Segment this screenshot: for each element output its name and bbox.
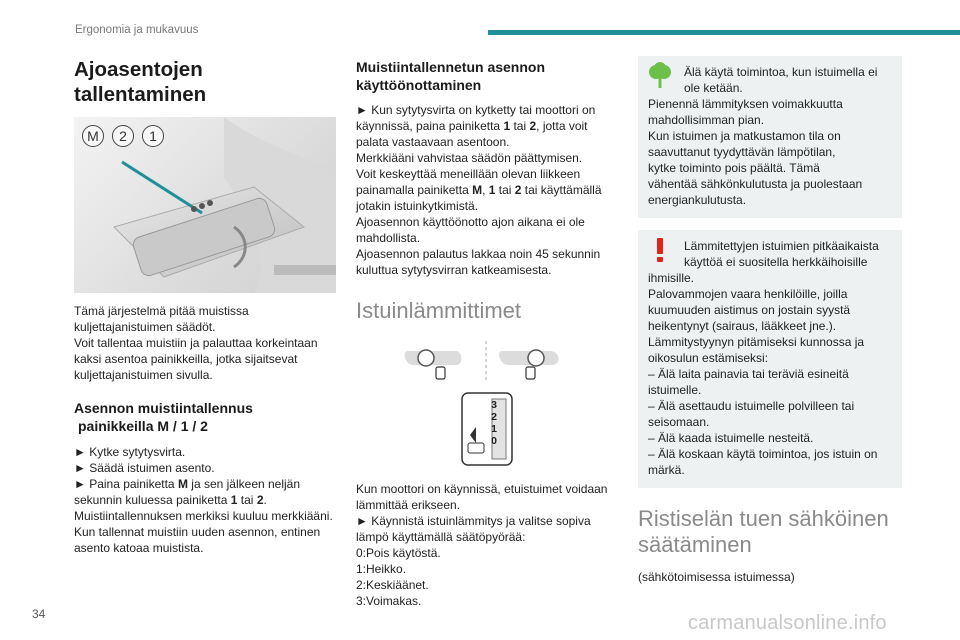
subtitle-line: Asennon muistiintallennus [74, 400, 253, 417]
memory-button-m: M [82, 125, 104, 147]
text-span: ► Paina painiketta [74, 476, 178, 491]
text-line: lämmittää erikseen. [356, 497, 461, 512]
subtitle-memory-recall [356, 58, 614, 94]
text-line: kuluttua sytytysvirran katkeamisesta. [356, 263, 552, 278]
text-line: Ajoasennon käyttöönotto ajon aikana ei ole [356, 215, 585, 230]
text-line: kytke toiminto pois päältä. Tämä [648, 161, 820, 175]
subtitle-line: Muistiintallennetun asennon [356, 59, 546, 75]
step-line: Kun tallennat muistiin uuden asennon, entinen [74, 524, 321, 539]
memory-button-1: 1 [142, 125, 164, 147]
step-line [74, 476, 336, 492]
step-line: asento katoaa muistista. [74, 540, 204, 555]
eco-note-box [638, 56, 902, 218]
watermark: carmanualsonline.info [688, 612, 887, 634]
eco-note-rest [648, 96, 892, 208]
text-line [356, 182, 614, 198]
section-header: Ergonomia ja mukavuus [75, 24, 199, 36]
text-line [356, 118, 614, 134]
lumbar-caption: (sähkötoimisessa istuimessa) [638, 569, 795, 584]
heading-seat-heaters: Istuinlämmittimet [356, 298, 522, 324]
text-span: tai [510, 119, 530, 134]
text-span: käynnissä, paina painiketta [356, 119, 504, 134]
eco-note-first [648, 64, 892, 96]
text-line: Tämä järjestelmä pitää muistissa [74, 304, 249, 319]
text-span: tai [495, 183, 515, 198]
text-line: käyttöä ei suositella herkkäihoisille [684, 255, 868, 269]
seat-heater-figure [356, 339, 614, 469]
memory-buttons-row [82, 125, 164, 147]
text-line: Älä käytä toimintoa, kun istuimella ei [684, 65, 878, 79]
warning-exclamation-icon [652, 236, 668, 264]
text-line: 1:Heikko. [356, 561, 407, 576]
bold-span: 2 [256, 492, 264, 507]
heater-illustration [356, 339, 614, 469]
text-line: Voit keskeyttää meneillään olevan liikkeen [356, 167, 581, 182]
text-line: jotakin istuinkytkimistä. [356, 199, 479, 214]
step-line [74, 492, 336, 508]
step-line: Muistiintallennuksen merkiksi kuuluu merkkiääni. [74, 508, 333, 523]
column-left [74, 58, 336, 556]
heater-text [356, 481, 614, 609]
column-right [638, 56, 902, 585]
step-line: ► Kytke sytytysvirta. [74, 444, 186, 459]
text-span: ja sen jälkeen neljän [187, 476, 301, 491]
dial-label-0: 0 [491, 434, 497, 447]
warning-note-rest [648, 270, 892, 478]
text-line: – Älä koskaan käytä toimintoa, jos istuin on [648, 447, 878, 461]
text-line: vähentää sähkönkulutusta ja puolestaan [648, 177, 863, 191]
bold-span: 1 [230, 492, 238, 507]
text-line: – Älä asettaudu istuimelle polvilleen tai [648, 399, 855, 413]
header-accent-bar [488, 30, 960, 35]
text-line: Merkkiääni vahvistaa säädön päättymisen. [356, 151, 583, 166]
text-span: tai käyttämällä [521, 183, 602, 198]
bold-span: M [177, 476, 188, 491]
text-span: tai [237, 492, 257, 507]
text-line: mahdollisimman pian. [648, 113, 765, 127]
eco-tree-icon [648, 62, 672, 90]
text-span: , [482, 183, 489, 198]
dial-label-1: 1 [491, 422, 497, 435]
text-line: Lämmitettyjen istuimien pitkäaikaista [684, 239, 879, 253]
page-title: Ajoasentojen tallentaminen [74, 58, 207, 106]
step-line: ► Säädä istuimen asento. [74, 460, 215, 475]
text-line: istuimelle. [648, 383, 702, 397]
warning-note-first [648, 238, 892, 270]
text-line: saavuttanut tyydyttävän lämpötilan, [648, 145, 836, 159]
text-line: kuumuuden aistimus on jostain syystä [648, 303, 851, 317]
text-line: ihmisille. [648, 271, 695, 285]
bold-span: 2 [529, 119, 537, 134]
text-line: palata vastaavaan asentoon. [356, 135, 510, 150]
text-line: Voit tallentaa muistiin ja palauttaa korkeintaan [74, 336, 318, 351]
text-line: ► Kun sytytysvirta on kytketty tai moottori on [356, 103, 596, 118]
bold-span: 1 [503, 119, 511, 134]
text-line: Lämmitystyynyn pitämiseksi kunnossa ja [648, 335, 865, 349]
warning-note-box [638, 230, 902, 488]
save-steps [74, 444, 336, 556]
text-span: . [263, 492, 267, 507]
text-line: kuljettajanistuimen säädöt. [74, 320, 216, 335]
text-line: oikosulun estämiseksi: [648, 351, 769, 365]
text-line: heikentynyt (sairaus, lääkkeet jne.). [648, 319, 837, 333]
text-span: sekunnin kuluessa painiketta [74, 492, 231, 507]
text-span: painamalla painiketta [356, 183, 473, 198]
seat-memory-buttons-image [74, 117, 336, 293]
text-line: kuljettajanistuimen sivulla. [74, 368, 213, 383]
text-line: ► Käynnistä istuinlämmitys ja valitse sopiva [356, 513, 591, 528]
dial-scale [488, 399, 500, 447]
text-line: Kun istuimen ja matkustamon tila on [648, 129, 841, 143]
text-line: 0:Pois käytöstä. [356, 545, 441, 560]
text-line: energiankulutusta. [648, 193, 747, 207]
bold-span: M [472, 183, 483, 198]
heading-line: säätäminen [638, 532, 752, 558]
text-line: Ajoasennon palautus lakkaa noin 45 sekunnin [356, 247, 601, 262]
text-line: mahdollista. [356, 231, 421, 246]
text-line: kaksi asentoa painikkeilla, jotka sijaitsevat [74, 352, 298, 367]
text-line: Pienennä lämmityksen voimakkuutta [648, 97, 843, 111]
text-line: – Älä laita painavia tai teräviä esineitä [648, 367, 849, 381]
memory-button-2: 2 [112, 125, 134, 147]
text-line: seisomaan. [648, 415, 710, 429]
subtitle-memory-save [74, 399, 336, 435]
dial-label-2: 2 [491, 410, 497, 423]
subtitle-line: käyttöönottaminen [356, 77, 482, 94]
heading-line: Ristiselän tuen sähköinen [638, 506, 889, 531]
recall-text [356, 102, 614, 278]
text-line: Palovammojen vaara henkilöille, joilla [648, 287, 848, 301]
subtitle-line: painikkeilla M / 1 / 2 [78, 418, 208, 435]
heading-lumbar-support [638, 506, 902, 559]
bold-span: 1 [488, 183, 496, 198]
text-line: märkä. [648, 463, 685, 477]
text-line: – Älä kaada istuimelle nesteitä. [648, 431, 814, 445]
page-number: 34 [32, 607, 46, 621]
text-line: 2:Keskiäänet. [356, 577, 429, 592]
intro-text [74, 303, 336, 383]
text-line: Kun moottori on käynnissä, etuistuimet voidaan [356, 481, 608, 496]
bold-span: 2 [514, 183, 522, 198]
text-line: 3:Voimakas. [356, 593, 422, 608]
column-middle [356, 58, 614, 609]
text-line: lämpö käyttämällä säätöpyörää: [356, 529, 526, 544]
text-line: ole ketään. [684, 81, 743, 95]
dial-label-3: 3 [491, 398, 497, 411]
text-span: , jotta voit [536, 119, 588, 134]
